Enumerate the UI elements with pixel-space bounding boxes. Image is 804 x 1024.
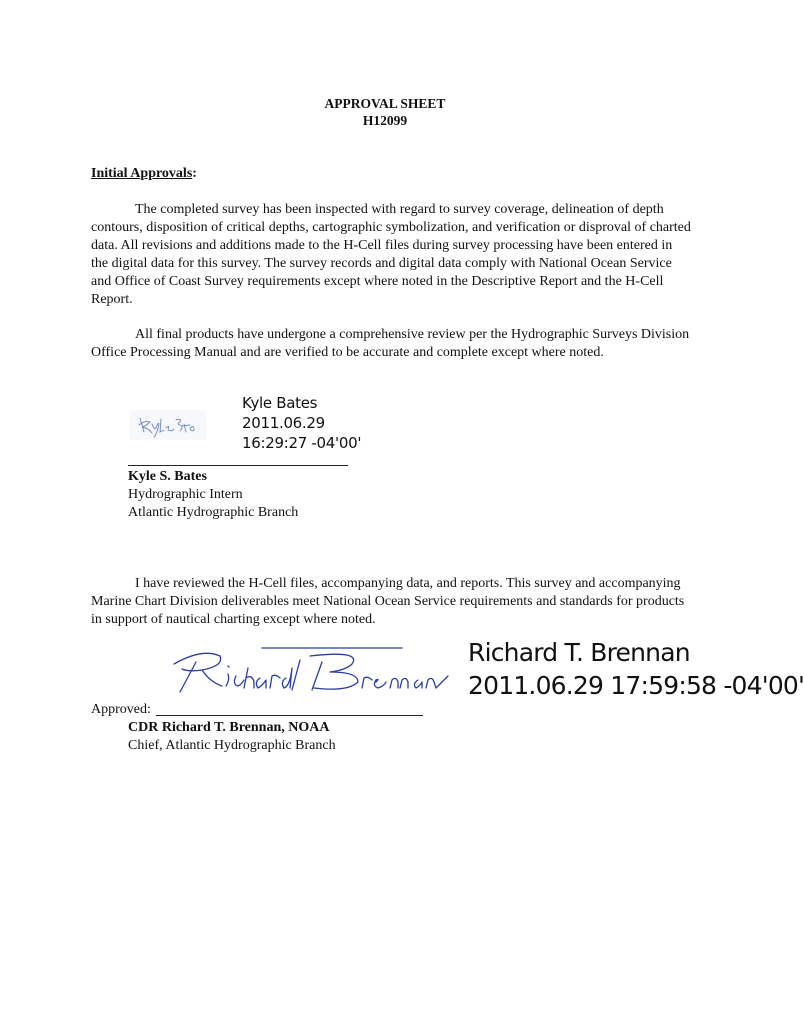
initial-approvals-heading bbox=[91, 165, 197, 183]
initial-approvals-heading-text: Initial Approvals bbox=[91, 166, 193, 181]
inspection-paragraph-text: The completed survey has been inspected with regard to survey coverage, delineation of depth contours, disposition of critical depths, cartographic symbolization, and verification or disproval of charted data. All revisions and additions made to the H-Cell files during survey processing have been entered in the digital data for this survey. The survey records and digital data comply with National Ocean Service and Office of Coast Survey requirements except where noted in the Descriptive Report and the H-Cell Report. bbox=[91, 202, 691, 307]
signer-name: Kyle S. Bates bbox=[128, 469, 207, 484]
document-title: APPROVAL SHEET bbox=[324, 96, 446, 111]
approver-name: CDR Richard T. Brennan, NOAA bbox=[128, 720, 330, 735]
kyle-bates-digital-signature bbox=[242, 393, 361, 453]
final-products-paragraph bbox=[91, 326, 691, 362]
signer-title: Hydrographic Intern bbox=[128, 487, 243, 502]
survey-id: H12099 bbox=[362, 113, 408, 128]
signer2-block bbox=[128, 719, 336, 755]
approved-label: Approved: bbox=[91, 702, 151, 717]
approval-signature-line bbox=[156, 715, 423, 716]
digital-signer-name: Richard T. Brennan bbox=[468, 638, 690, 667]
inspection-paragraph bbox=[91, 201, 691, 309]
signature-line bbox=[128, 465, 348, 466]
digital-sign-datetime: 2011.06.29 17:59:58 -04'00' bbox=[468, 671, 804, 700]
review-paragraph-text: I have reviewed the H-Cell files, accompanying data, and reports. This survey and accompanying Marine Chart Division deliverables meet National Ocean Service requirements and standards for products in support of nautical charting except where noted. bbox=[91, 576, 685, 627]
digital-signer-name: Kyle Bates bbox=[242, 394, 318, 412]
richard-brennan-handwritten-signature bbox=[162, 642, 452, 700]
signer-organization: Atlantic Hydrographic Branch bbox=[128, 505, 299, 520]
final-products-paragraph-text: All final products have undergone a comprehensive review per the Hydrographic Surveys Division Office Processing Manual and are verified to be accurate and complete except where noted. bbox=[91, 327, 690, 360]
document-title-block bbox=[0, 95, 770, 129]
review-paragraph bbox=[91, 575, 691, 629]
initial-approvals-heading-colon: : bbox=[192, 166, 197, 181]
signer1-block bbox=[128, 468, 298, 522]
digital-sign-time: 16:29:27 -04'00' bbox=[242, 434, 362, 452]
kyle-bates-handwritten-signature bbox=[130, 410, 206, 440]
approver-title: Chief, Atlantic Hydrographic Branch bbox=[128, 738, 336, 753]
digital-sign-date: 2011.06.29 bbox=[242, 414, 325, 432]
richard-brennan-digital-signature bbox=[468, 636, 804, 702]
